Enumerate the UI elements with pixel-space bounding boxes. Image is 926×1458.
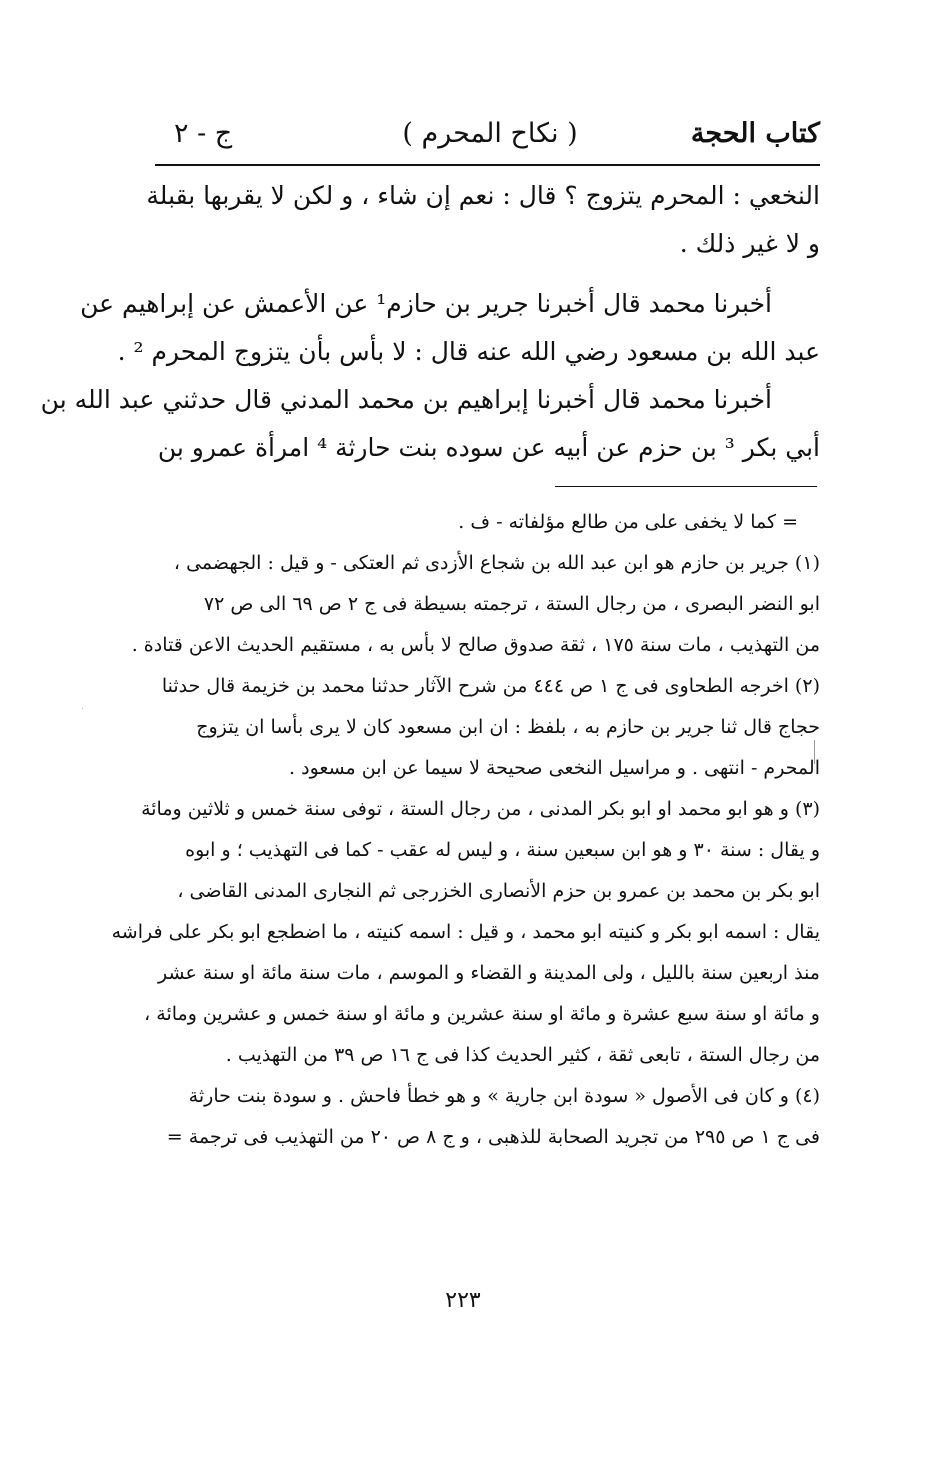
footnote-line: منذ اربعين سنة بالليل ، ولى المدينة و القضاء و الموسم ، مات سنة مائة او سنة عشر: [158, 962, 820, 984]
scan-speck: [82, 708, 83, 709]
page-number: ٢٢٣: [445, 1288, 481, 1313]
footnote-line: و يقال : سنة ٣٠ و هو ابن سبعين سنة ، و ليس له عقب - كما فى التهذيب ؛ و ابوه: [185, 839, 820, 861]
body-line: أبي بكر ³ بن حزم عن أبيه عن سوده بنت حارثة ⁴ امرأة عمرو بن: [157, 433, 820, 462]
body-line: النخعي : المحرم يتزوج ؟ قال : نعم إن شاء ، و لكن لا يقربها بقبلة: [146, 181, 820, 210]
footnotes: [111, 502, 820, 1158]
header-rule: [155, 164, 820, 166]
margin-mark: [814, 740, 815, 764]
footnote-line: ابو النضر البصرى ، من رجال الستة ، ترجمته بسيطة فى ج ٢ ص ٦٩ الى ص ٧٢: [203, 593, 820, 615]
volume-label: ج - ٢: [174, 118, 233, 149]
paragraph-gap: [158, 268, 820, 280]
main-text: [40, 172, 820, 472]
footnote-line: (١) جرير بن حازم هو ابن عبد الله بن شجاع الأزدى ثم العتكى - و قيل : الجهضمى ،: [173, 552, 820, 574]
footnote-line: (٤) و كان فى الأصول « سودة ابن جارية » و هو خطأ فاحش . و سودة بنت حارثة: [188, 1085, 820, 1107]
running-header: [160, 112, 820, 156]
footnote-separator: [555, 486, 817, 487]
footnote-line: يقال : اسمه ابو بكر و كنيته ابو محمد ، و قيل : اسمه كنيته ، ما اضطجع ابو بكر على فراشه: [111, 921, 820, 943]
footnote-line: = كما لا يخفى على من طالع مؤلفاته - ف .: [458, 511, 798, 533]
body-line: عبد الله بن مسعود رضي الله عنه قال : لا بأس بأن يتزوج المحرم ² .: [117, 337, 820, 366]
footnote-line: من التهذيب ، مات سنة ١٧٥ ، ثقة صدوق صالح لا بأس به ، مستقيم الحديث الاعن قتادة .: [131, 634, 820, 656]
body-line: و لا غير ذلك .: [679, 229, 820, 258]
footnote-line: حجاج قال ثنا جرير بن حازم به ، بلفظ : ان ابن مسعود كان لا يرى بأسا ان يتزوج: [196, 716, 820, 738]
footnote-line: (٢) اخرجه الطحاوى فى ج ١ ص ٤٤٤ من شرح الآثار حدثنا محمد بن خزيمة قال حدثنا: [161, 675, 820, 697]
body-line: أخبرنا محمد قال أخبرنا جرير بن حازم¹ عن الأعمش عن إبراهيم عن: [80, 289, 772, 318]
footnote-line: (٣) و هو ابو محمد او ابو بكر المدنى ، من رجال الستة ، توفى سنة خمس و ثلاثين ومائة: [141, 798, 820, 820]
footnote-line: و مائة او سنة سبع عشرة و مائة او سنة عشرين و مائة او سنة خمس و عشرين ومائة ،: [144, 1003, 820, 1025]
book-title: كتاب الحجة: [690, 118, 820, 149]
footnote-line: من رجال الستة ، تابعى ثقة ، كثير الحديث كذا فى ج ١٦ ص ٣٩ من التهذيب .: [225, 1044, 820, 1066]
footnote-line: ابو بكر بن محمد بن عمرو بن حزم الأنصارى الخزرجى ثم النجارى المدنى القاضى ،: [177, 880, 820, 902]
footnote-line: المحرم - انتهى . و مراسيل النخعى صحيحة لا سيما عن ابن مسعود .: [289, 757, 820, 779]
body-line: أخبرنا محمد قال أخبرنا إبراهيم بن محمد المدني قال حدثني عبد الله بن: [40, 385, 772, 414]
footnote-line: فى ج ١ ص ٢٩٥ من تجريد الصحابة للذهبى ، و ج ٨ ص ٢٠ من التهذيب فى ترجمة =: [166, 1126, 820, 1148]
chapter-title: ( نكاح المحرم ): [402, 118, 578, 149]
